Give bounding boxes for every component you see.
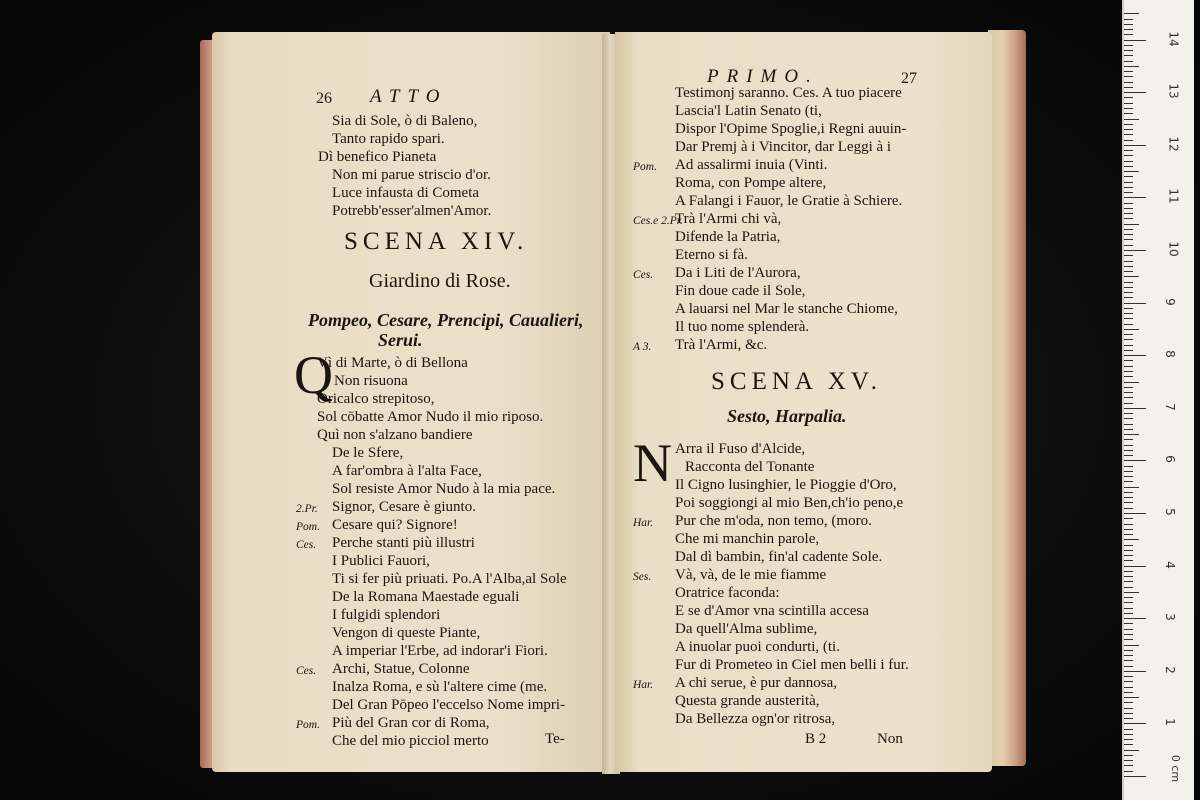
ruler-tick xyxy=(1124,645,1139,646)
ruler-tick xyxy=(1124,460,1146,461)
ruler-tick xyxy=(1124,239,1133,240)
speaker-label: Ces.e 2.Pr. xyxy=(633,215,683,227)
ruler-number: 9 xyxy=(1162,297,1177,306)
ruler-tick xyxy=(1124,602,1133,603)
ruler-tick xyxy=(1124,524,1133,525)
right-page xyxy=(615,32,992,772)
ruler-tick xyxy=(1124,729,1133,730)
page-number: 27 xyxy=(901,70,917,87)
ruler-tick xyxy=(1124,687,1133,688)
ruler-number: 11 xyxy=(1166,188,1181,205)
ruler-tick xyxy=(1124,739,1133,740)
ruler-tick xyxy=(1124,744,1133,745)
ruler-tick xyxy=(1124,261,1133,262)
ruler-tick xyxy=(1124,418,1133,419)
text-line: Arra il Fuso d'Alcide, xyxy=(675,441,806,457)
text-line: Oratrice faconda: xyxy=(675,585,780,601)
ruler-tick xyxy=(1124,297,1133,298)
ruler-tick xyxy=(1124,113,1133,114)
page-number: 26 xyxy=(316,90,332,107)
ruler-tick xyxy=(1124,318,1133,319)
ruler-tick xyxy=(1124,34,1133,35)
ruler-tick xyxy=(1124,434,1139,435)
ruler-number: 13 xyxy=(1166,83,1181,99)
ruler-number: 8 xyxy=(1162,350,1177,359)
ruler-tick xyxy=(1124,124,1133,125)
text-line: Pur che m'oda, non temo, (moro. xyxy=(675,513,872,529)
text-line: Luce infausta di Cometa xyxy=(332,185,480,201)
ruler-tick xyxy=(1124,155,1133,156)
ruler-tick xyxy=(1124,108,1133,109)
ruler-number: 12 xyxy=(1166,136,1181,152)
ruler-tick xyxy=(1124,723,1146,724)
text-line: Che mi manchin parole, xyxy=(675,531,820,547)
ruler-tick xyxy=(1124,445,1133,446)
ruler-tick xyxy=(1124,276,1139,277)
ruler-tick xyxy=(1124,66,1139,67)
ruler-tick xyxy=(1124,166,1133,167)
ruler-tick xyxy=(1124,408,1146,409)
ruler-tick xyxy=(1124,161,1133,162)
ruler-tick xyxy=(1124,224,1139,225)
ruler-tick xyxy=(1124,87,1133,88)
ruler-tick xyxy=(1124,271,1133,272)
ruler-tick xyxy=(1124,324,1133,325)
running-head: ATTO xyxy=(370,86,448,107)
scene-heading: SCENA XIV. xyxy=(344,228,529,255)
ruler-tick xyxy=(1124,439,1133,440)
speaker-label: Pom. xyxy=(296,719,320,731)
ruler-tick xyxy=(1124,229,1133,230)
ruler-tick xyxy=(1124,19,1133,20)
ruler-tick xyxy=(1124,313,1133,314)
ruler-tick xyxy=(1124,24,1133,25)
ruler-tick xyxy=(1124,708,1133,709)
text-line: Dal dì bambin, fin'al cadente Sole. xyxy=(675,549,883,565)
ruler-tick xyxy=(1124,660,1133,661)
ruler-tick xyxy=(1124,218,1133,219)
ruler-tick xyxy=(1124,502,1133,503)
ruler-tick xyxy=(1124,29,1133,30)
ruler-number: 14 xyxy=(1166,30,1181,47)
text-line: Lascia'l Latin Senato (ti, xyxy=(675,103,822,119)
text-line: Racconta del Tonante xyxy=(685,459,815,475)
ruler-tick xyxy=(1124,450,1133,451)
ruler-tick xyxy=(1124,455,1133,456)
ruler-tick xyxy=(1124,539,1139,540)
speaker-label: Ses. xyxy=(633,571,652,583)
left-page xyxy=(212,32,610,772)
drop-cap: N xyxy=(633,433,672,493)
ruler-tick xyxy=(1124,245,1133,246)
ruler-tick xyxy=(1124,534,1133,535)
ruler-tick xyxy=(1124,145,1146,146)
text-line: De le Sfere, xyxy=(332,445,404,461)
ruler-tick xyxy=(1124,213,1133,214)
ruler-tick xyxy=(1124,397,1133,398)
ruler-tick xyxy=(1124,476,1133,477)
signature-mark: B 2 xyxy=(805,731,827,747)
text-line: E se d'Amor vna scintilla accesa xyxy=(675,603,869,619)
ruler-tick xyxy=(1124,187,1133,188)
ruler-tick xyxy=(1124,634,1133,635)
ruler-tick xyxy=(1124,487,1139,488)
text-line: Da quell'Alma sublime, xyxy=(675,621,818,637)
ruler-tick xyxy=(1124,329,1139,330)
text-line: Và, và, de le mie fiamme xyxy=(675,567,827,583)
ruler-tick xyxy=(1124,287,1133,288)
ruler-tick xyxy=(1124,339,1133,340)
text-line: A imperiar l'Erbe, ad indorar'i Fiori. xyxy=(332,643,548,659)
ruler-tick xyxy=(1124,571,1133,572)
ruler-tick xyxy=(1124,608,1133,609)
ruler-tick xyxy=(1124,371,1133,372)
ruler-tick xyxy=(1124,566,1146,567)
text-line: Dì benefico Pianeta xyxy=(318,149,437,165)
ruler-tick xyxy=(1124,103,1133,104)
ruler-tick xyxy=(1124,623,1133,624)
ruler-tick xyxy=(1124,345,1133,346)
ruler-tick xyxy=(1124,234,1133,235)
text-line: Ti si fer più priuati. Po.A l'Alba,al Sole xyxy=(332,571,567,587)
text-line: I fulgidi splendori xyxy=(332,607,441,623)
ruler-tick xyxy=(1124,471,1133,472)
text-line: Roma, con Pompe altere, xyxy=(675,175,827,191)
text-line: A lauarsi nel Mar le stanche Chiome, xyxy=(675,301,898,317)
text-line: Questa grande austerità, xyxy=(675,693,820,709)
ruler-tick xyxy=(1124,655,1133,656)
ruler-tick xyxy=(1124,40,1146,41)
ruler-tick xyxy=(1124,382,1139,383)
ruler-tick xyxy=(1124,392,1133,393)
text-line: Testimonj saranno. Ces. A tuo piacere xyxy=(675,85,902,101)
ruler-tick xyxy=(1124,429,1133,430)
text-line: Vengon di queste Piante, xyxy=(332,625,481,641)
ruler-tick xyxy=(1124,497,1133,498)
ruler-number: 7 xyxy=(1162,402,1177,411)
text-line: Perche stanti più illustri xyxy=(332,535,475,551)
text-line: Inalza Roma, e sù l'altere cime (me. xyxy=(332,679,548,695)
ruler-tick xyxy=(1124,576,1133,577)
text-line: Sol resiste Amor Nudo à la mia pace. xyxy=(332,481,556,497)
text-line: Non risuona xyxy=(334,373,408,389)
ruler-tick xyxy=(1124,765,1133,766)
text-line: Quì non s'alzano bandiere xyxy=(317,427,473,443)
text-line: A far'ombra à l'alta Face, xyxy=(332,463,482,479)
ruler-tick xyxy=(1124,360,1133,361)
ruler-tick xyxy=(1124,134,1133,135)
ruler-number: 2 xyxy=(1162,665,1177,674)
ruler-tick xyxy=(1124,666,1133,667)
text-line: A chi serue, è pur dannosa, xyxy=(675,675,838,691)
ruler-tick xyxy=(1124,403,1133,404)
ruler-tick xyxy=(1124,82,1133,83)
text-line: Difende la Patria, xyxy=(675,229,781,245)
text-line: Da i Liti de l'Aurora, xyxy=(675,265,801,281)
ruler-tick xyxy=(1124,424,1133,425)
ruler-tick xyxy=(1124,755,1133,756)
ruler-tick xyxy=(1124,518,1133,519)
ruler-tick xyxy=(1124,587,1133,588)
text-line: Il tuo nome splenderà. xyxy=(675,319,810,335)
text-line: Sol cōbatte Amor Nudo il mio riposo. xyxy=(317,409,544,425)
ruler-tick xyxy=(1124,492,1133,493)
ruler-tick xyxy=(1124,250,1146,251)
text-line: Sia di Sole, ò di Baleno, xyxy=(332,113,478,129)
ruler-tick xyxy=(1124,597,1133,598)
ruler-number: 3 xyxy=(1162,613,1177,622)
ruler-tick xyxy=(1124,13,1139,14)
ruler-tick xyxy=(1124,508,1133,509)
ruler-number: 5 xyxy=(1162,508,1177,516)
text-line: Poi soggiongi al mio Ben,ch'io peno,e xyxy=(675,495,904,511)
ruler-tick xyxy=(1124,266,1133,267)
ruler-tick xyxy=(1124,334,1133,335)
speaker-label: Ces. xyxy=(633,269,654,281)
text-line: Eterno si fà. xyxy=(675,247,748,263)
cast-list-continued: Serui. xyxy=(378,330,423,350)
ruler-tick xyxy=(1124,771,1133,772)
scene-setting: Giardino di Rose. xyxy=(369,270,511,292)
speaker-label: A 3. xyxy=(633,341,652,353)
ruler-tick xyxy=(1124,203,1133,204)
text-line: Del Gran Pōpeo l'eccelso Nome impri- xyxy=(332,697,566,713)
ruler-number: 4 xyxy=(1162,560,1177,569)
ruler-tick xyxy=(1124,692,1133,693)
ruler-tick xyxy=(1124,750,1139,751)
text-line: Non mi parue striscio d'or. xyxy=(332,167,491,183)
ruler-tick xyxy=(1124,282,1133,283)
ruler-tick xyxy=(1124,776,1146,777)
ruler-tick xyxy=(1124,208,1133,209)
ruler-tick xyxy=(1124,140,1133,141)
ruler-tick xyxy=(1124,192,1133,193)
ruler-tick xyxy=(1124,50,1133,51)
ruler-tick xyxy=(1124,560,1133,561)
catchword: Non xyxy=(877,731,903,747)
text-line: Tanto rapido spari. xyxy=(332,131,445,147)
text-line: A Falangi i Fauor, le Gratie à Schiere. xyxy=(675,193,903,209)
speaker-label: Har. xyxy=(633,679,654,691)
ruler-tick xyxy=(1124,150,1133,151)
scene-heading: SCENA XV. xyxy=(711,368,882,395)
ruler-tick xyxy=(1124,702,1133,703)
ruler-tick xyxy=(1124,676,1133,677)
text-line: Oricalco strepitoso, xyxy=(317,391,435,407)
text-line: A inuolar puoi condurti, (ti. xyxy=(675,639,840,655)
text-line: Ad assalirmi inuia (Vinti. xyxy=(675,157,828,173)
text-line: I Publici Fauori, xyxy=(332,553,430,569)
ruler-tick xyxy=(1124,55,1133,56)
text-line: Fin doue cade il Sole, xyxy=(675,283,806,299)
ruler-tick xyxy=(1124,760,1133,761)
text-line: Archi, Statue, Colonne xyxy=(332,661,470,677)
ruler-unit: 0 cm xyxy=(1169,754,1183,783)
text-line: De la Romana Maestade eguali xyxy=(332,589,520,605)
ruler-tick xyxy=(1124,376,1133,377)
text-line: Trà l'Armi, &c. xyxy=(675,337,768,353)
ruler-number: 10 xyxy=(1166,241,1181,257)
ruler-tick xyxy=(1124,681,1133,682)
ruler-number: 1 xyxy=(1162,718,1177,727)
cast-list: Sesto, Harpalia. xyxy=(727,406,847,426)
running-head: PRIMO. xyxy=(707,66,819,87)
text-line: Da Bellezza ogn'or ritrosa, xyxy=(675,711,836,727)
speaker-label: Ces. xyxy=(296,665,317,677)
ruler-tick xyxy=(1124,592,1139,593)
text-line: Il Cigno lusinghier, le Pioggie d'Oro, xyxy=(675,477,897,493)
measuring-ruler xyxy=(1122,0,1194,800)
speaker-label: Ces. xyxy=(296,539,317,551)
speaker-label: Har. xyxy=(633,517,654,529)
ruler-tick xyxy=(1124,629,1133,630)
text-line: Fur di Prometeo in Ciel men belli i fur. xyxy=(675,657,909,673)
ruler-tick xyxy=(1124,292,1133,293)
ruler-tick xyxy=(1124,513,1146,514)
ruler-tick xyxy=(1124,119,1139,120)
text-line: Trà l'Armi chi và, xyxy=(675,211,782,227)
ruler-tick xyxy=(1124,639,1133,640)
speaker-label: Pom. xyxy=(296,521,320,533)
ruler-tick xyxy=(1124,92,1146,93)
text-line: Che del mio picciol merto xyxy=(332,733,489,749)
ruler-tick xyxy=(1124,76,1133,77)
ruler-tick xyxy=(1124,413,1133,414)
drop-cap: Q xyxy=(294,345,333,405)
ruler-tick xyxy=(1124,545,1133,546)
ruler-tick xyxy=(1124,303,1146,304)
ruler-tick xyxy=(1124,255,1133,256)
ruler-tick xyxy=(1124,650,1133,651)
catchword: Te- xyxy=(545,731,565,747)
ruler-tick xyxy=(1124,197,1146,198)
text-line: Potrebb'esser'almen'Amor. xyxy=(332,203,492,219)
text-line: Cesare qui? Signore! xyxy=(332,517,458,533)
ruler-tick xyxy=(1124,618,1146,619)
ruler-tick xyxy=(1124,97,1133,98)
ruler-tick xyxy=(1124,350,1133,351)
speaker-label: Pom. xyxy=(633,161,657,173)
ruler-tick xyxy=(1124,182,1133,183)
ruler-tick xyxy=(1124,481,1133,482)
ruler-tick xyxy=(1124,529,1133,530)
text-line: Signor, Cesare è giunto. xyxy=(332,499,476,515)
ruler-tick xyxy=(1124,171,1139,172)
ruler-tick xyxy=(1124,61,1133,62)
ruler-tick xyxy=(1124,718,1133,719)
text-line: Dispor l'Opime Spoglie,i Regni auuin- xyxy=(675,121,907,137)
ruler-tick xyxy=(1124,176,1133,177)
right-page-edge xyxy=(988,30,1026,766)
ruler-tick xyxy=(1124,671,1146,672)
text-line: Più del Gran cor di Roma, xyxy=(332,715,490,731)
ruler-tick xyxy=(1124,466,1133,467)
ruler-tick xyxy=(1124,129,1133,130)
ruler-tick xyxy=(1124,713,1133,714)
ruler-tick xyxy=(1124,550,1133,551)
ruler-tick xyxy=(1124,387,1133,388)
cast-list: Pompeo, Cesare, Prencipi, Caualieri, xyxy=(308,310,584,330)
ruler-tick xyxy=(1124,355,1146,356)
ruler-tick xyxy=(1124,71,1133,72)
text-line: Dar Premj à i Vincitor, dar Leggi à i xyxy=(675,139,892,155)
ruler-tick xyxy=(1124,581,1133,582)
text-line: Vì di Marte, ò di Bellona xyxy=(317,355,468,371)
speaker-label: 2.Pr. xyxy=(296,503,318,515)
ruler-number: 6 xyxy=(1162,455,1177,464)
ruler-tick xyxy=(1124,308,1133,309)
open-book xyxy=(200,26,1030,778)
ruler-tick xyxy=(1124,734,1133,735)
ruler-tick xyxy=(1124,45,1133,46)
ruler-tick xyxy=(1124,697,1139,698)
ruler-tick xyxy=(1124,613,1133,614)
ruler-tick xyxy=(1124,555,1133,556)
ruler-tick xyxy=(1124,366,1133,367)
